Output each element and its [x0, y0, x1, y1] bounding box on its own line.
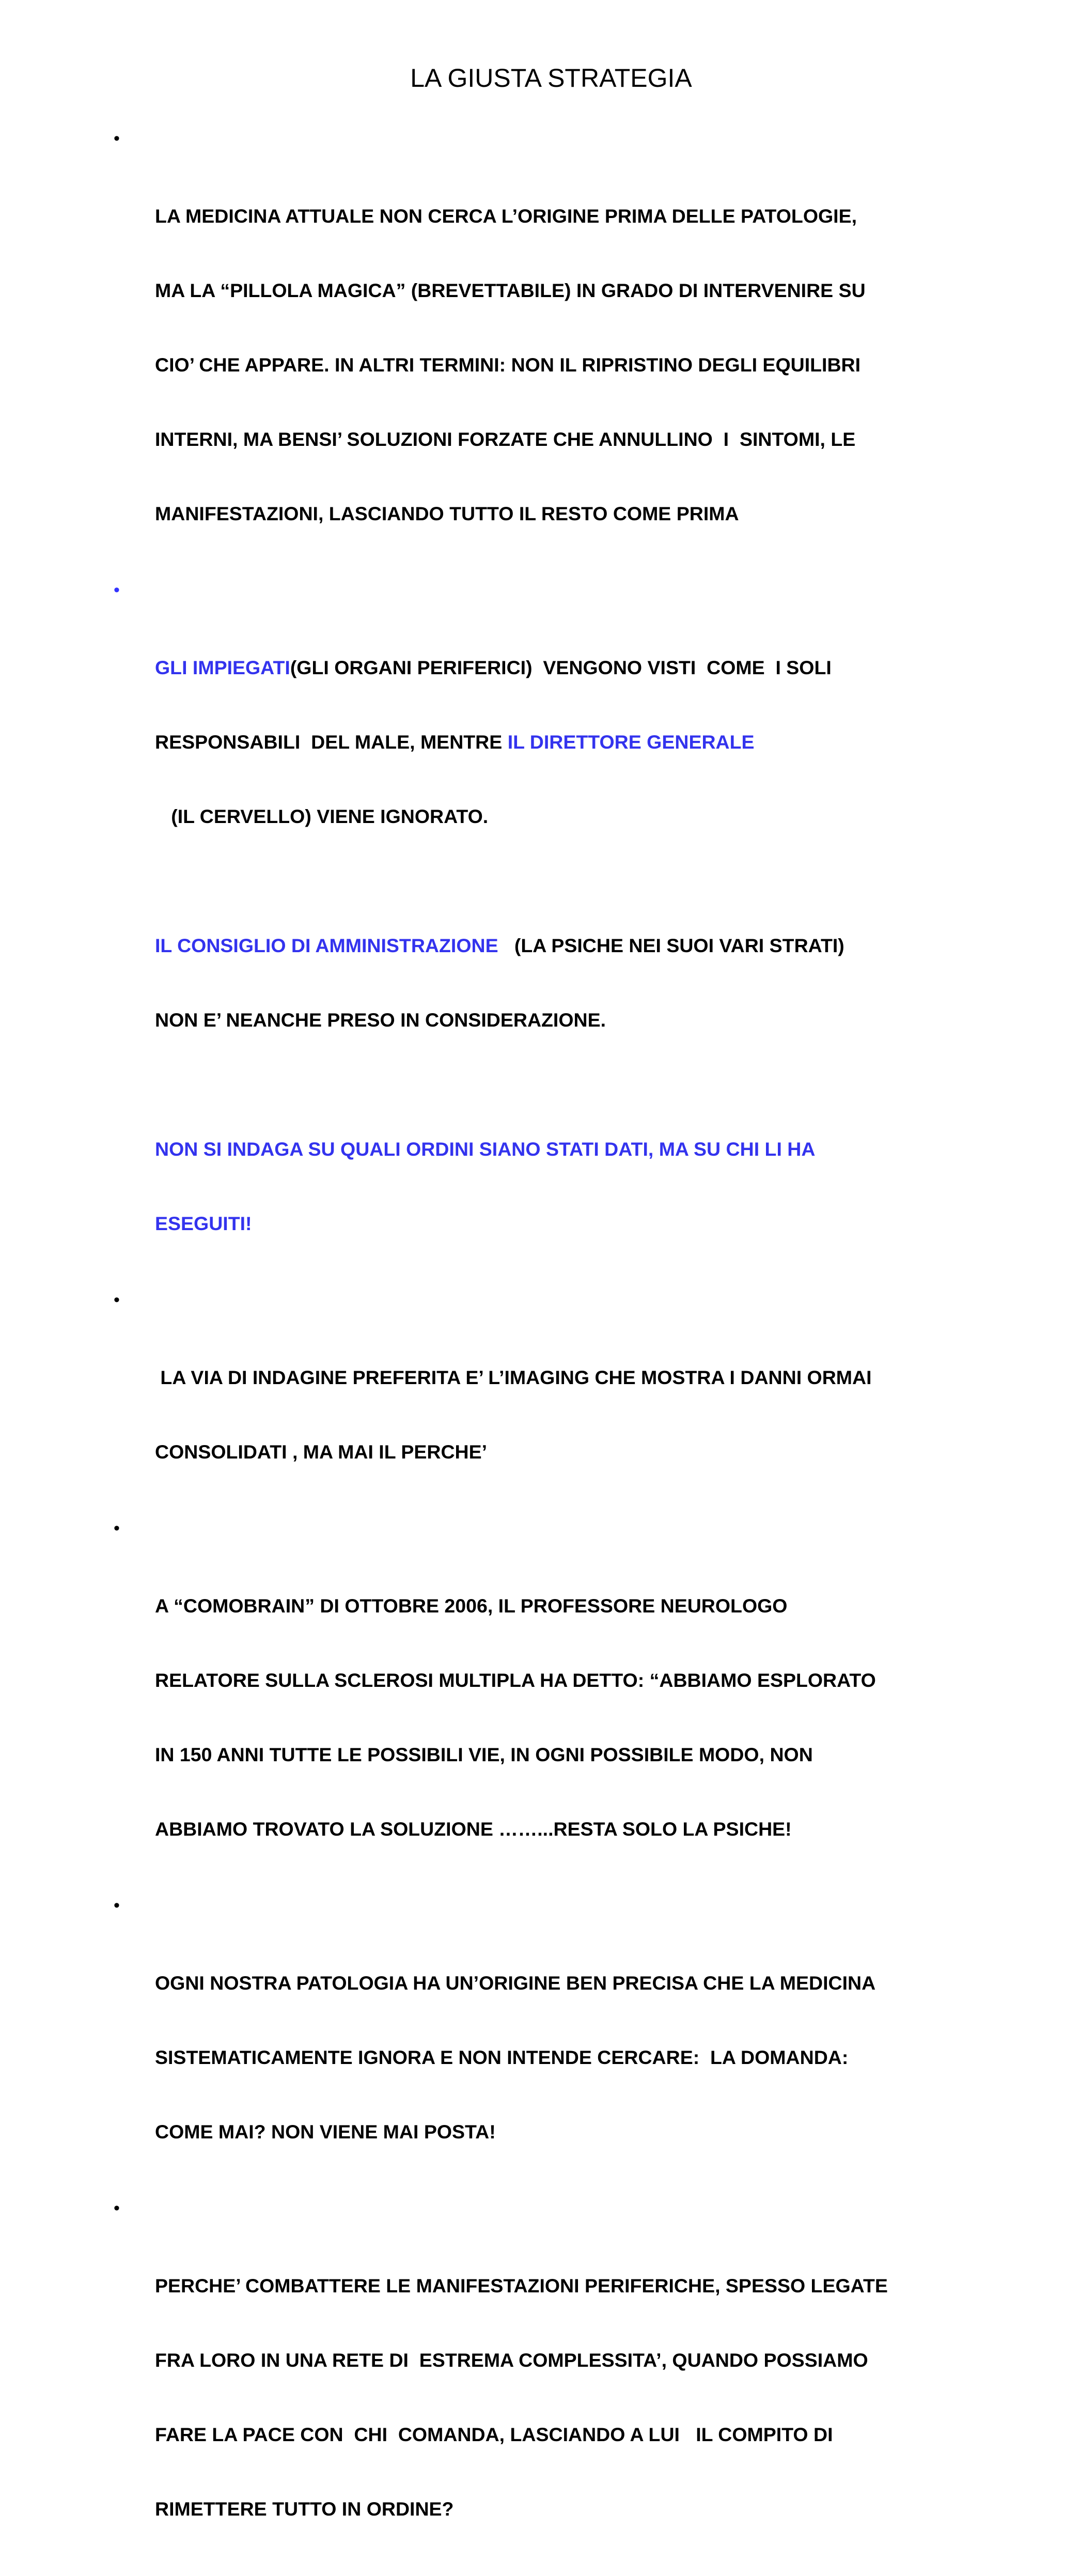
text-line: OGNI NOSTRA PATOLOGIA HA UN’ORIGINE BEN PRECISA CHE LA MEDICINA: [155, 1972, 876, 1994]
text-line: COME MAI? NON VIENE MAI POSTA!: [155, 2121, 496, 2143]
text-line: FRA LORO IN UNA RETE DI ESTREMA COMPLESSITA’, QUANDO POSSIAMO: [155, 2349, 868, 2371]
text-line: LA MEDICINA ATTUALE NON CERCA L’ORIGINE PRIMA DELLE PATOLOGIE,: [155, 205, 857, 227]
bullet-icon: •: [114, 580, 120, 600]
slide-title: LA GIUSTA STRATEGIA: [410, 64, 692, 92]
highlight-text: GLI IMPIEGATI: [155, 657, 290, 678]
bullet-item-comobrain: [114, 1519, 961, 1891]
text-line: MANIFESTAZIONI, LASCIANDO TUTTO IL RESTO COME PRIMA: [155, 503, 739, 524]
text-line: RELATORE SULLA SCLEROSI MULTIPLA HA DETTO: “ABBIAMO ESPLORATO: [155, 1669, 876, 1691]
bullet-icon: •: [114, 1290, 120, 1310]
bullet-icon: •: [114, 1896, 120, 1915]
text-line: INTERNI, MA BENSI’ SOLUZIONI FORZATE CHE ANNULLINO I SINTOMI, LE: [155, 428, 856, 450]
bullet-item-imaging: [114, 1291, 961, 1514]
text-line: NON E’ NEANCHE PRESO IN CONSIDERAZIONE.: [155, 1009, 606, 1031]
body-text: (LA PSICHE NEI SUOI VARI STRATI): [498, 935, 844, 956]
bullet-icon: •: [114, 129, 120, 148]
text-line: [155, 655, 961, 680]
slide-content: [114, 129, 961, 2576]
text-line: [155, 933, 961, 958]
text-line: CONSOLIDATI , MA MAI IL PERCHE’: [155, 1441, 488, 1463]
body-text: (GLI ORGANI PERIFERICI) VENGONO VISTI COME I SOLI: [290, 657, 832, 678]
text-line: A “COMOBRAIN” DI OTTOBRE 2006, IL PROFESSORE NEUROLOGO: [155, 1595, 788, 1617]
text-line: RIMETTERE TUTTO IN ORDINE?: [155, 2498, 454, 2520]
highlight-text: ESEGUITI!: [155, 1213, 252, 1234]
text-line: SISTEMATICAMENTE IGNORA E NON INTENDE CERCARE: LA DOMANDA:: [155, 2046, 849, 2068]
paragraph-ordini: [114, 1087, 961, 1285]
bullet-icon: •: [114, 2198, 120, 2218]
text-line: [155, 730, 961, 754]
body-text: RESPONSABILI DEL MALE, MENTRE: [155, 731, 508, 753]
text-line: PERCHE’ COMBATTERE LE MANIFESTAZIONI PERIFERICHE, SPESSO LEGATE: [155, 2275, 888, 2296]
text-line: IN 150 ANNI TUTTE LE POSSIBILI VIE, IN OGNI POSSIBILE MODO, NON: [155, 1744, 813, 1765]
text-line: LA VIA DI INDAGINE PREFERITA E’ L’IMAGING CHE MOSTRA I DANNI ORMAI: [155, 1367, 872, 1388]
text-line: MA LA “PILLOLA MAGICA” (BREVETTABILE) IN GRADO DI INTERVENIRE SU: [155, 280, 866, 301]
text-line: (IL CERVELLO) VIENE IGNORATO.: [155, 805, 489, 827]
highlight-text: NON SI INDAGA SU QUALI ORDINI SIANO STATI DATI, MA SU CHI LI HA: [155, 1138, 816, 1160]
highlight-text: IL DIRETTORE GENERALE: [507, 731, 755, 753]
bullet-item-medicina-attuale: [114, 129, 961, 576]
bullet-icon: •: [114, 1518, 120, 1538]
bullet-item-impiegati: [114, 581, 961, 878]
text-line: ABBIAMO TROVATO LA SOLUZIONE ……...RESTA SOLO LA PSICHE!: [155, 1818, 792, 1840]
highlight-text: IL CONSIGLIO DI AMMINISTRAZIONE: [155, 935, 498, 956]
text-line: FARE LA PACE CON CHI COMANDA, LASCIANDO A LUI IL COMPITO DI: [155, 2424, 833, 2445]
paragraph-consiglio: [114, 883, 961, 1082]
text-line: CIO’ CHE APPARE. IN ALTRI TERMINI: NON IL RIPRISTINO DEGLI EQUILIBRI: [155, 354, 861, 376]
bullet-item-perche: [114, 2199, 961, 2571]
bullet-item-patologia: [114, 1896, 961, 2194]
